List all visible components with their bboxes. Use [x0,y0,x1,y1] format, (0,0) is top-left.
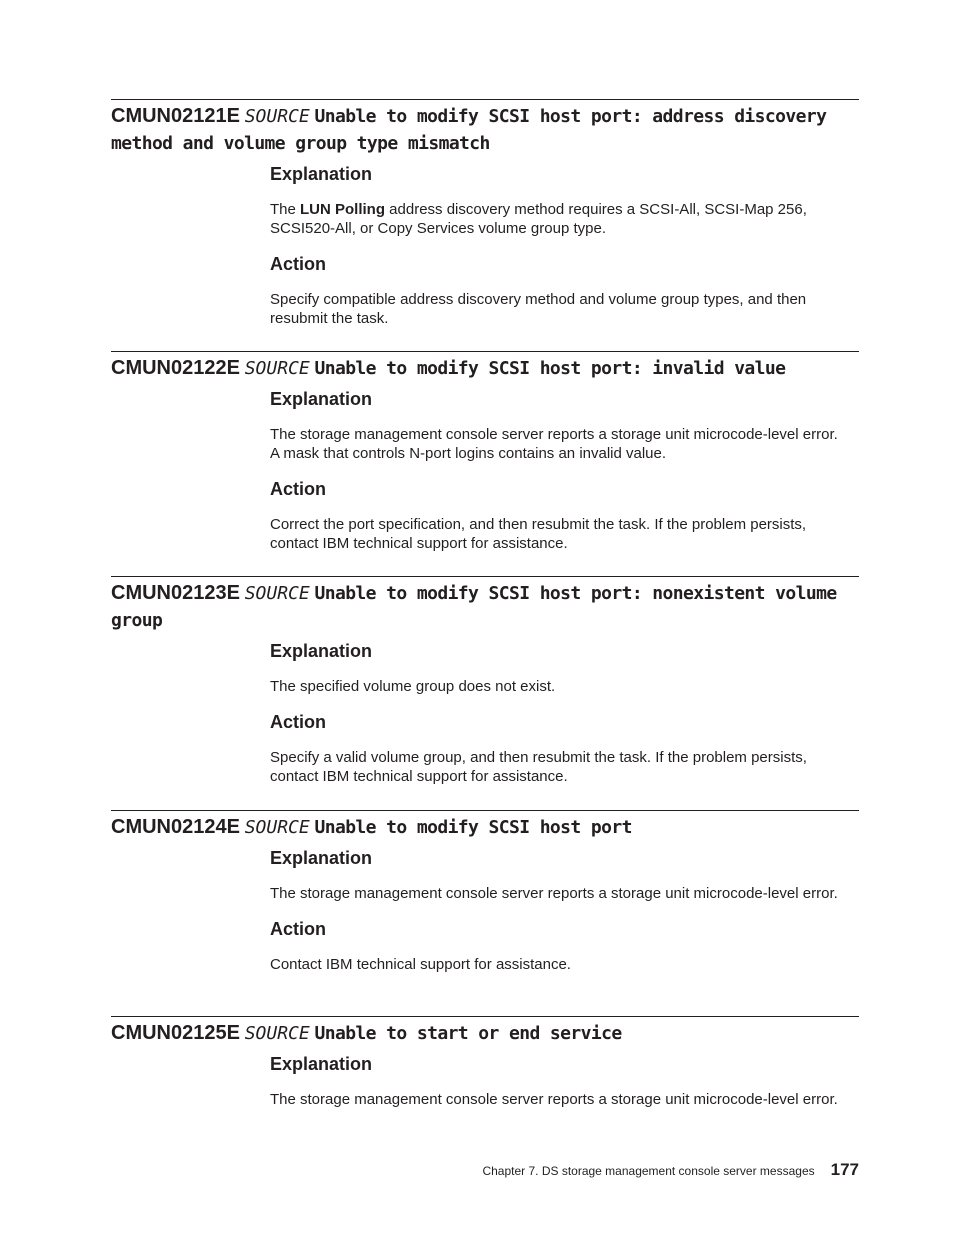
explanation-text: The storage management console server reports a storage unit microcode-level error. [270,885,838,902]
message-id: CMUN02123E [111,582,240,604]
explanation-section [270,847,840,903]
action-text: Specify a valid volume group, and then resubmit the task. If the problem persists, contact IBM technical support for assistance. [270,749,807,785]
explanation-section [270,388,840,463]
message-source: SOURCE [244,358,310,379]
message-cmun02122e [111,351,859,553]
action-heading: Action [270,479,326,499]
message-id: CMUN02121E [111,105,240,127]
message-title [111,352,859,382]
explanation-heading: Explanation [270,641,373,661]
page-number: 177 [830,1160,859,1179]
message-source: SOURCE [244,583,310,604]
explanation-heading: Explanation [270,164,373,184]
message-text: Unable to start or end service [314,1023,622,1044]
message-title [111,811,859,841]
explanation-section [270,640,840,696]
message-source: SOURCE [244,817,310,838]
action-text: Correct the port specification, and then resubmit the task. If the problem persists, contact IBM technical support for assistance. [270,516,807,552]
explanation-text-pre: The [270,201,301,218]
message-text: Unable to modify SCSI host port [314,817,632,838]
message-id: CMUN02124E [111,816,240,838]
explanation-text: The storage management console server reports a storage unit microcode-level error. [270,1091,838,1108]
message-text: Unable to modify SCSI host port: address discovery method and volume group type mismatch [111,106,827,154]
explanation-section [270,163,840,238]
message-cmun02124e [111,810,859,974]
action-section [270,711,840,786]
action-section [270,253,840,328]
explanation-heading: Explanation [270,848,373,868]
message-cmun02123e [111,576,859,786]
chapter-title: Chapter 7. DS storage management console server messages [482,1164,815,1178]
message-id: CMUN02122E [111,357,240,379]
explanation-text-bold: LUN Polling [300,201,386,218]
explanation-heading: Explanation [270,389,373,409]
message-title [111,1017,859,1047]
explanation-section [270,1053,840,1109]
explanation-heading: Explanation [270,1054,373,1074]
message-source: SOURCE [244,1023,310,1044]
explanation-text-post: address discovery method requires a SCSI-All, SCSI-Map 256, SCSI520-All, or Copy Services volume group type. [270,201,807,237]
action-heading: Action [270,919,326,939]
action-heading: Action [270,254,326,274]
explanation-text: The storage management console server reports a storage unit microcode-level error. A mask that controls N-port logins contains an invalid value. [270,426,838,462]
explanation-text [270,200,840,238]
message-cmun02125e [111,1016,859,1109]
message-text: Unable to modify SCSI host port: nonexistent volume group [111,583,837,631]
message-source: SOURCE [244,106,310,127]
page-footer [482,1160,859,1180]
message-cmun02121e [111,99,859,328]
message-id: CMUN02125E [111,1022,240,1044]
explanation-text: The specified volume group does not exist. [270,678,556,695]
action-section [270,478,840,553]
action-text: Contact IBM technical support for assistance. [270,956,571,973]
message-title [111,577,859,634]
action-heading: Action [270,712,326,732]
message-title [111,100,859,157]
action-section [270,918,840,974]
message-text: Unable to modify SCSI host port: invalid value [314,358,786,379]
action-text: Specify compatible address discovery method and volume group types, and then resubmit the task. [270,291,807,327]
